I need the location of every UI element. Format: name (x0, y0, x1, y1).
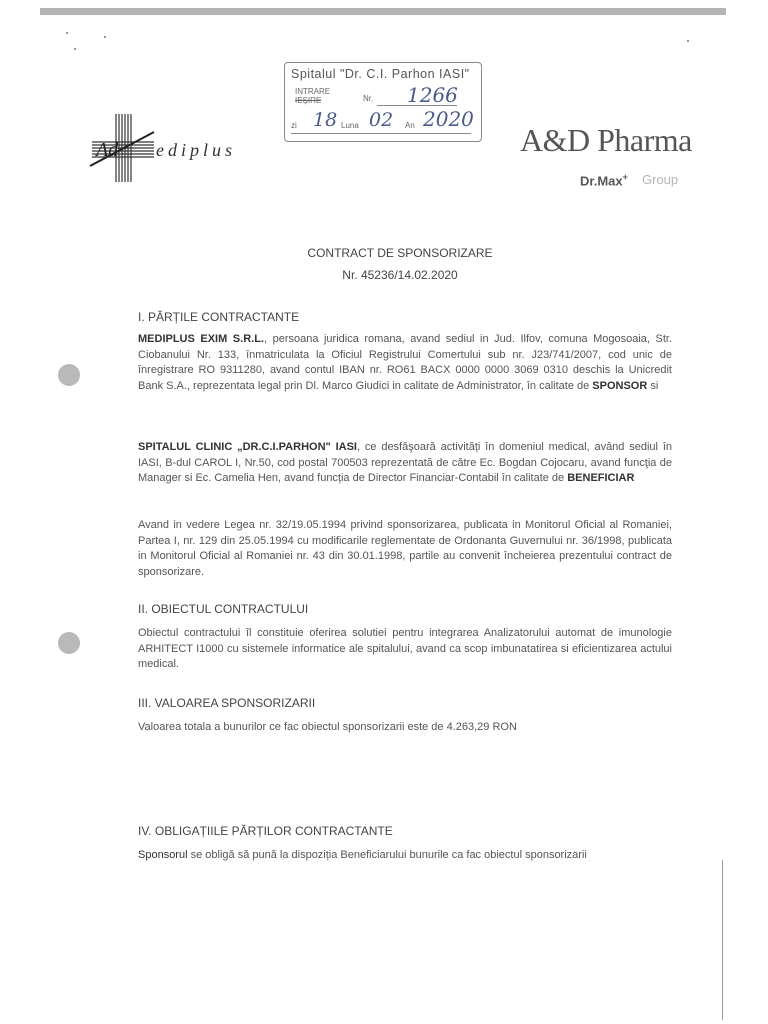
group-label: Group (642, 172, 679, 187)
registration-stamp (284, 62, 482, 142)
stamp-nr-label: Nr. (363, 94, 374, 103)
punch-hole (58, 364, 80, 386)
stamp-an-label: An (405, 121, 415, 130)
paragraph-object: Obiectul contractului îl constituie oferirea solutiei pentru integrarea Analizatorului automat de imunologie ARHITECT I1000 cu sistemele informatice ale spitalului, avand ca scop imbunatatirea si eficientizarea actului medical. (138, 627, 672, 670)
stamp-rule (377, 105, 457, 106)
ad-pharma-logo: A&D Pharma (520, 122, 692, 158)
scan-speck (74, 48, 76, 50)
drmax-logo: Dr.Max+ (580, 172, 628, 189)
stamp-zi-value: 18 (313, 109, 338, 131)
stamp-zi-label: zi (291, 121, 297, 130)
punch-hole (58, 632, 80, 654)
paragraph-obligations: Sponsorul se obligă să pună la dispoziția Beneficiarului bunurile ca fac obiectul sponsorizarii (138, 849, 587, 861)
stamp-entry-label: INTRARE (295, 87, 331, 96)
stamp-luna-label: Luna (341, 121, 359, 130)
stamp-entry-exit (295, 87, 330, 105)
scan-speck (66, 32, 68, 34)
stamp-an-value: 2020 (423, 107, 474, 131)
section-heading-object: II. OBIECTUL CONTRACTULUI (138, 602, 309, 616)
stamp-nr-value: 1266 (407, 83, 458, 107)
section-heading-value: III. VALOAREA SPONSORIZARII (138, 696, 316, 710)
svg-text:Ad: Ad (96, 139, 119, 161)
stamp-luna-value: 02 (369, 109, 394, 131)
stamp-exit-label: IEȘIRE (295, 96, 322, 105)
mediplus-brand-text: ediplus (156, 140, 236, 160)
stamp-rule (291, 133, 471, 134)
paragraph-value: Valoarea totala a bunurilor ce fac obiectul sponsorizarii este de 4.263,29 RON (138, 721, 517, 733)
contract-title: CONTRACT DE SPONSORIZARE (307, 246, 493, 260)
mediplus-cross-icon (88, 112, 158, 184)
scan-speck (104, 36, 106, 38)
paragraph-beneficiary: SPITALUL CLINIC „DR.C.I.PARHON" IASI, ce desfăşoară activități în domeniul medical, având sediul în IASI, B-dul CAROL I, Nr.50, cod postal 700503 reprezentată de către Ec. Bogdan Cojocaru, avand funcţia de Manager si Ec. Camelia Hen, avand funcția de Director Financiar-Contabil în calitate de BENEFICIAR (138, 441, 673, 484)
section-heading-obligations: IV. OBLIGAȚIILE PĂRȚILOR CONTRACTANTE (138, 824, 393, 838)
scan-right-edge (722, 860, 723, 1020)
mediplus-logo (88, 112, 258, 184)
contract-number: Nr. 45236/14.02.2020 (342, 268, 458, 282)
scan-speck (687, 40, 689, 42)
paragraph-sponsor: MEDIPLUS EXIM S.R.L., persoana juridica romana, avand sediul in Jud. Ilfov, comuna Mogosoaia, Str. Ciobanului Nr. 133, înmatriculata la Oficiul Registrului Comertului sub nr. J23/741/2007, cod unic de înregistrare RO 9311280, avand contul IBAN nr. RO61 BACX 0000 0000 3069 0310 deschis la Unicredit Bank S.A., reprezentata legal prin Dl. Marco Giudici in calitate de Administrator, în calitate de SPONSOR si (138, 333, 673, 392)
stamp-title: Spitalul "Dr. C.I. Parhon IASI" (291, 67, 470, 81)
paragraph-legal-basis: Avand in vedere Legea nr. 32/19.05.1994 privind sponsorizarea, publicata in Monitorul Oficial al Romaniei, Partea I, nr. 129 din 25.05.1994 cu modificarile reglementate de Ordonanta Guvernului nr. 36/1998, publicata in Monitorul Oficial al Romaniei nr. 43 din 30.01.1998, partile au convenit încheierea prezentului contract de sponsorizare. (138, 519, 672, 578)
section-heading-parties: I. PĂRȚILE CONTRACTANTE (138, 310, 300, 324)
scan-top-border (40, 8, 726, 15)
